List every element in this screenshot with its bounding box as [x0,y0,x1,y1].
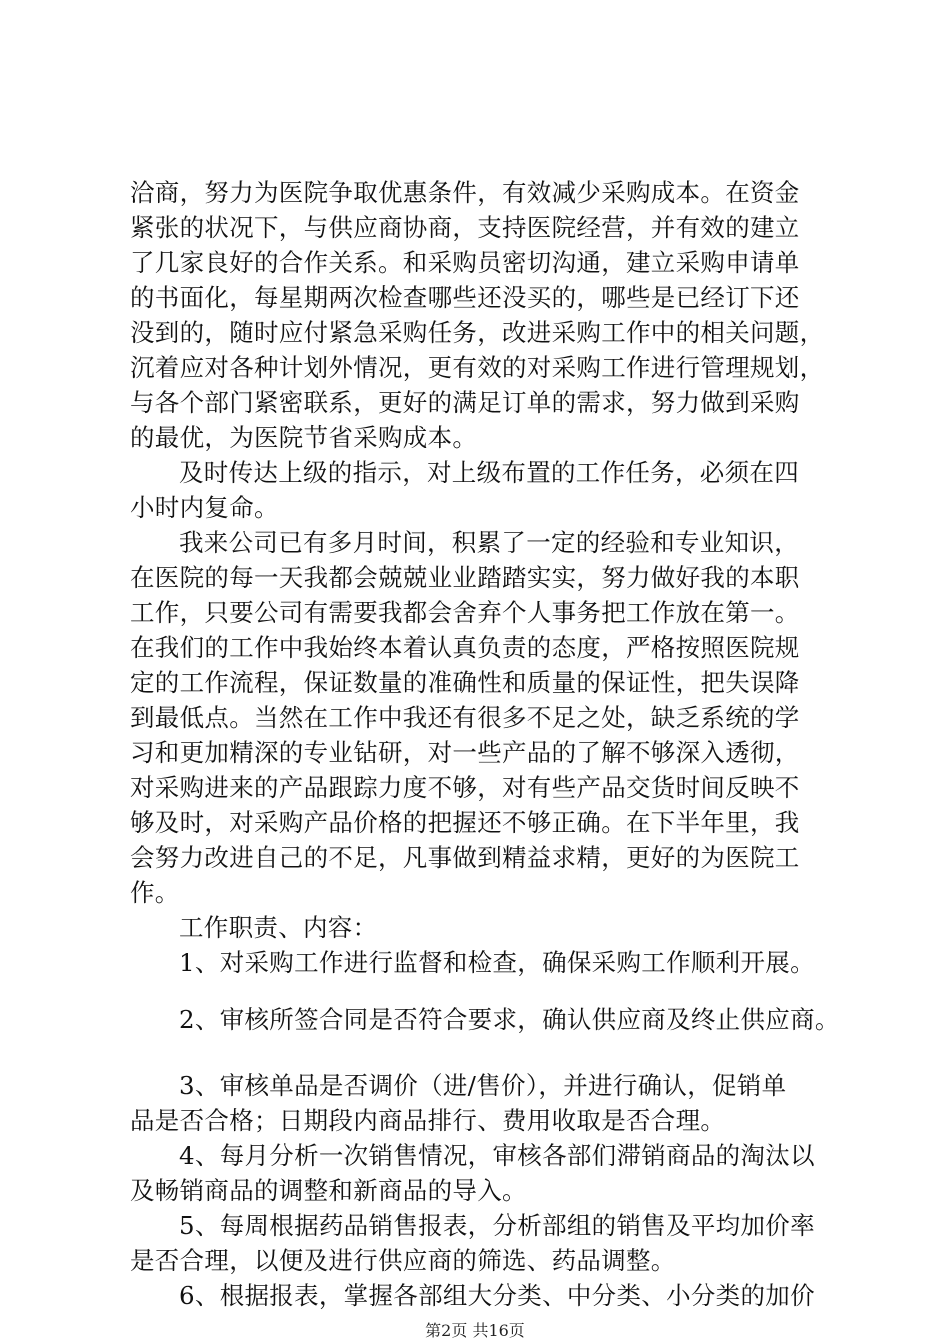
list-item: 1、对采购工作进行监督和检查，确保采购工作顺利开展。 [179,948,815,977]
paragraph-line: 的书面化，每星期两次检查哪些还没买的，哪些是已经订下还 [130,283,800,312]
paragraph-line: 会努力改进自己的不足，凡事做到精益求精，更好的为医院工 [130,843,800,872]
section-heading: 工作职责、内容： [179,913,378,942]
paragraph-line: 的最优，为医院节省采购成本。 [130,423,478,452]
paragraph-line: 我来公司已有多月时间，积累了一定的经验和专业知识， [179,528,799,557]
paragraph-line: 与各个部门紧密联系，更好的满足订单的需求，努力做到采购 [130,388,800,417]
paragraph-line: 没到的，随时应付紧急采购任务，改进采购工作中的相关问题， [130,318,825,347]
paragraph-line: 够及时，对采购产品价格的把握还不够正确。在下半年里，我 [130,808,800,837]
list-item-continuation: 及畅销商品的调整和新商品的导入。 [130,1176,527,1205]
paragraph-line: 了几家良好的合作关系。和采购员密切沟通，建立采购申请单 [130,248,800,277]
paragraph-line: 工作，只要公司有需要我都会舍弃个人事务把工作放在第一。 [130,598,800,627]
paragraph-line: 对采购进来的产品跟踪力度不够，对有些产品交货时间反映不 [130,773,800,802]
paragraph-line: 定的工作流程，保证数量的准确性和质量的保证性，把失误降 [130,668,800,697]
list-item: 3、审核单品是否调价（进/售价），并进行确认，促销单 [179,1071,787,1100]
list-item: 6、根据报表，掌握各部组大分类、中分类、小分类的加价 [179,1281,815,1310]
paragraph-line: 习和更加精深的专业钻研，对一些产品的了解不够深入透彻， [130,738,800,767]
paragraph-line: 小时内复命。 [130,493,279,522]
paragraph-line: 在我们的工作中我始终本着认真负责的态度，严格按照医院规 [130,633,800,662]
list-item: 2、审核所签合同是否符合要求，确认供应商及终止供应商。 [179,1005,840,1034]
list-item-continuation: 品是否合格；日期段内商品排行、费用收取是否合理。 [130,1106,726,1135]
paragraph-line: 在医院的每一天我都会兢兢业业踏踏实实，努力做好我的本职 [130,563,800,592]
list-item-continuation: 是否合理，以便及进行供应商的筛选、药品调整。 [130,1246,676,1275]
list-item: 5、每周根据药品销售报表，分析部组的销售及平均加价率 [179,1211,815,1240]
page-footer: 第2页 共16页 [425,1321,525,1340]
paragraph-line: 作。 [130,878,180,907]
paragraph-line: 紧张的状况下，与供应商协商，支持医院经营，并有效的建立 [130,213,800,242]
paragraph-line: 沉着应对各种计划外情况，更有效的对采购工作进行管理规划， [130,353,825,382]
list-item: 4、每月分析一次销售情况，审核各部们滞销商品的淘汰以 [179,1141,815,1170]
paragraph-line: 到最低点。当然在工作中我还有很多不足之处，缺乏系统的学 [130,703,800,732]
paragraph-line: 洽商，努力为医院争取优惠条件，有效减少采购成本。在资金 [130,178,800,207]
paragraph-line: 及时传达上级的指示，对上级布置的工作任务，必须在四 [179,458,799,487]
